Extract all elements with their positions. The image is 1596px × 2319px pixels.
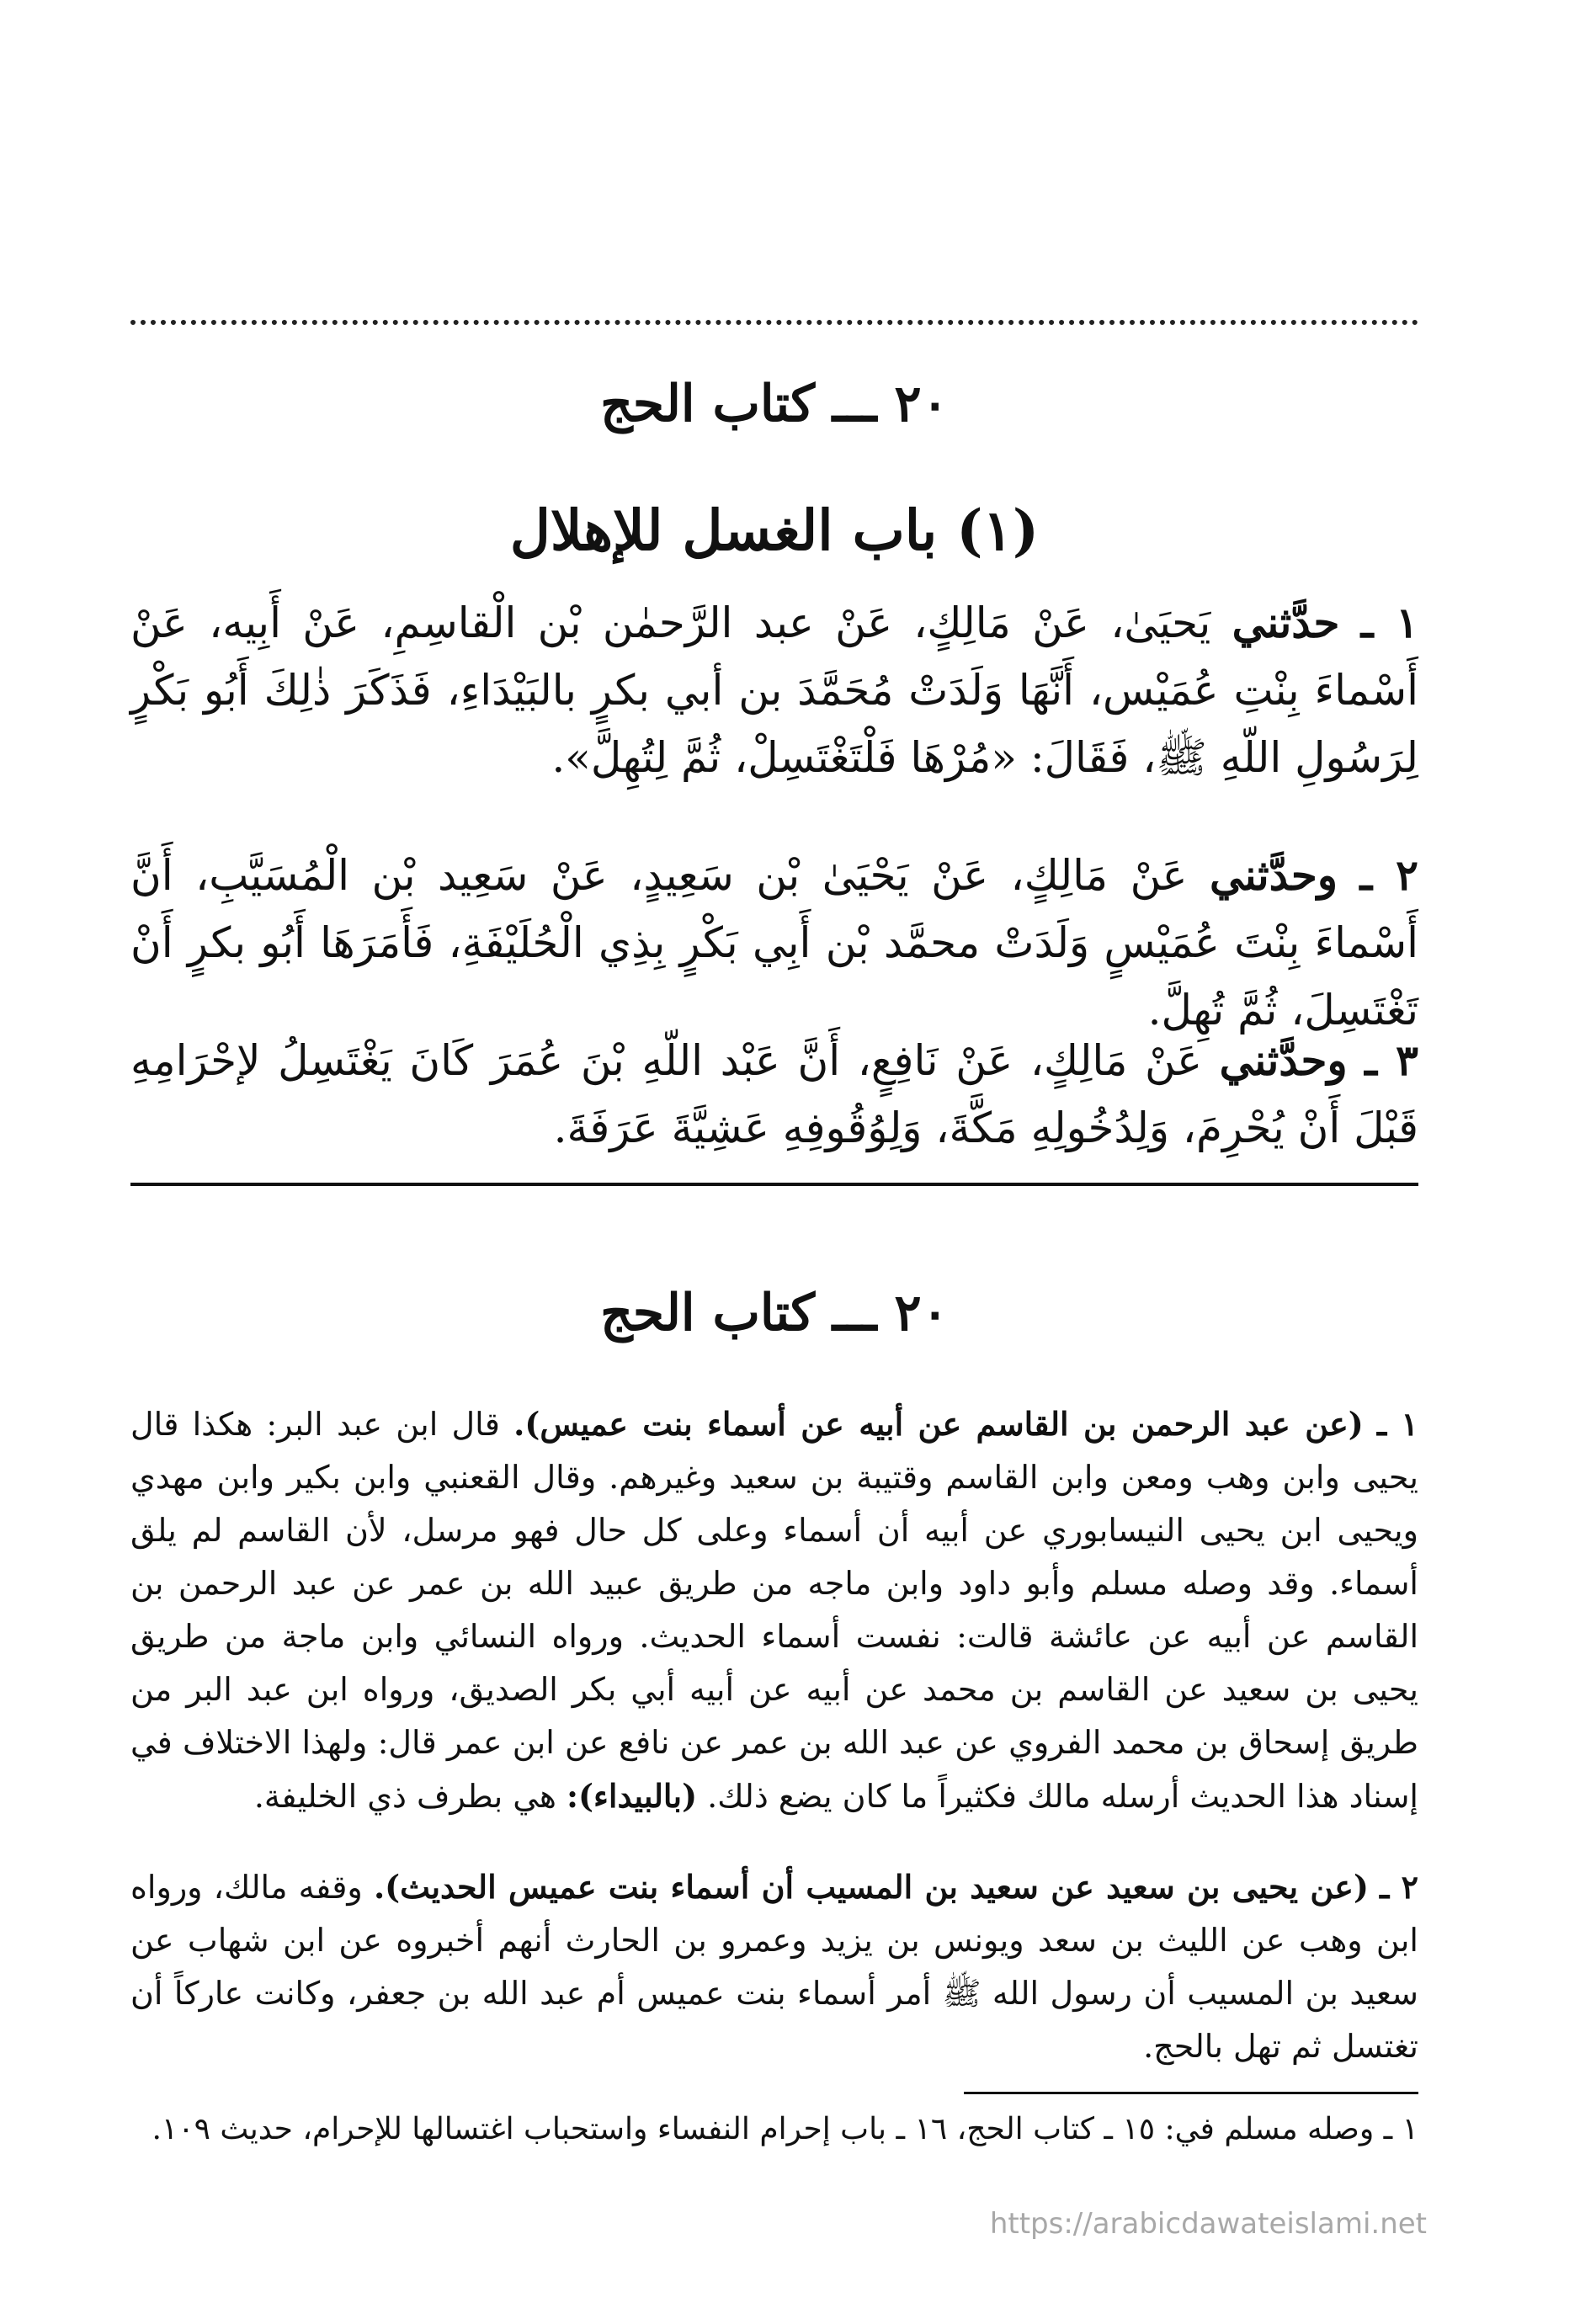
- footnote: ١ ـ وصله مسلم في: ١٥ ـ كتاب الحج، ١٦ ـ باب إحرام النفساء واستحباب اغتسالها للإحرام، حديث ١٠٩.: [152, 2112, 1418, 2146]
- commentary-term-text: هي بطرف ذي الخليفة.: [253, 1778, 556, 1815]
- commentary-title: ٢٠ ـــ كتاب الحج: [600, 1284, 949, 1343]
- hadith-3: [130, 1027, 1418, 1162]
- hadith-2: [130, 842, 1418, 1044]
- source-watermark: https://arabicdawateislami.net: [989, 2207, 1427, 2241]
- commentary-number: ١ ـ: [1377, 1405, 1418, 1443]
- top-dotted-divider: [130, 320, 1418, 325]
- book-page: [130, 0, 1418, 2319]
- hadith-lead: حدَّثني: [1232, 598, 1340, 647]
- hadith-lead: وحدَّثني: [1209, 850, 1338, 900]
- book-title: ٢٠ ـــ كتاب الحج: [600, 375, 949, 433]
- commentary-number: ٢ ـ: [1380, 1868, 1418, 1906]
- hadith-text: عَنْ مَالِكٍ، عَنْ نَافِعٍ، أَنَّ عَبْد اللّهِ بْنَ عُمَرَ كَانَ يَغْتَسِلُ لإحْرَامِهِ قَبْلَ أَنْ يُحْرِمَ، وَلِدُخُولِهِ مَكَّةَ، وَلِوُقُوفِهِ عَشِيَّةَ عَرَفَةَ.: [130, 1036, 1418, 1152]
- hadith-number: ٣ ـ: [1365, 1035, 1418, 1085]
- commentary-1: [130, 1397, 1418, 1823]
- hadith-text: يَحيَىٰ، عَنْ مَالِكٍ، عَنْ عبد الرَّحمٰن بْن الْقاسِمِ، عَنْ أَبِيه، عَنْ أَسْماءَ بِنْتِ عُمَيْس، أَنَّهَا وَلَدَتْ مُحَمَّدَ بن أبي بكرٍ بالبَيْدَاءِ، فَذَكَرَ ذٰلِكَ أَبُو بَكْرٍ لِرَسُولِ اللّهِ ﷺ، فَقَالَ: «مُرْهَا فَلْتَغْتَسِلْ، ثُمَّ لِتُهِلَّ».: [130, 598, 1418, 782]
- commentary-term: (بالبيداء):: [567, 1777, 698, 1815]
- section-divider: [130, 1183, 1418, 1186]
- footnote-divider: [964, 2092, 1418, 2094]
- hadith-1: [130, 589, 1418, 791]
- hadith-lead: وحدَّثني: [1219, 1035, 1348, 1085]
- commentary-text: وقفه مالك، ورواه ابن وهب عن الليث بن سعد ويونس بن يزيد وعمرو بن الحارث أنهم أخبروه عن ابن شهاب عن سعيد بن المسيب أن رسول الله ﷺ أمر أسماء بنت عميس أم عبد الله بن جعفر، وكانت عاركاً أن تغتسل ثم تهل بالحج.: [130, 1869, 1418, 2065]
- hadith-number: ١ ـ: [1360, 598, 1418, 647]
- commentary-heading: (عن عبد الرحمن بن القاسم عن أبيه عن أسماء بنت عميس).: [513, 1405, 1364, 1443]
- hadith-text: عَنْ مَالِكٍ، عَنْ يَحْيَىٰ بْن سَعِيدٍ، عَنْ سَعِيد بْن الْمُسَيَّبِ، أَنَّ أَسْماءَ بِنْتَ عُمَيْسٍ وَلَدَتْ محمَّد بْن أَبِي بَكْرٍ بِذِي الْحُلَيْفَةِ، فَأَمَرَهَا أَبُو بكرٍ أَنْ تَغْتَسِلَ، ثُمَّ تُهِلَّ.: [130, 851, 1418, 1035]
- hadith-number: ٢ ـ: [1359, 850, 1418, 900]
- commentary-text: قال ابن عبد البر: هكذا قال يحيى وابن وهب ومعن وابن القاسم وقتيبة بن سعيد وغيرهم. وقال القعنبي وابن بكير وابن مهدي ويحيى ابن يحيى النيسابوري عن أبيه أن أسماء وعلى كل حال فهو مرسل، لأن القاسم لم يلق أسماء. وقد وصله مسلم وأبو داود وابن ماجه من طريق عبيد الله بن عمر عن عبد الرحمن بن القاسم عن أبيه عن عائشة قالت: نفست أسماء الحديث. ورواه النسائي وابن ماجة من طريق يحيى بن سعيد عن القاسم بن محمد عن أبيه عن أبيه أبي بكر الصديق، ورواه ابن عبد البر من طريق إسحاق بن محمد الفروي عن عبد الله بن عمر عن نافع عن ابن عمر قال: ولهذا الاختلاف في إسناد هذا الحديث أرسله مالك فكثيراً ما كان يضع ذلك.: [130, 1406, 1418, 1815]
- commentary-2: [130, 1860, 1418, 2073]
- chapter-title: (١) باب الغسل للإهلال: [509, 497, 1040, 563]
- commentary-heading: (عن يحيى بن سعيد عن سعيد بن المسيب أن أسماء بنت عميس الحديث).: [373, 1868, 1369, 1906]
